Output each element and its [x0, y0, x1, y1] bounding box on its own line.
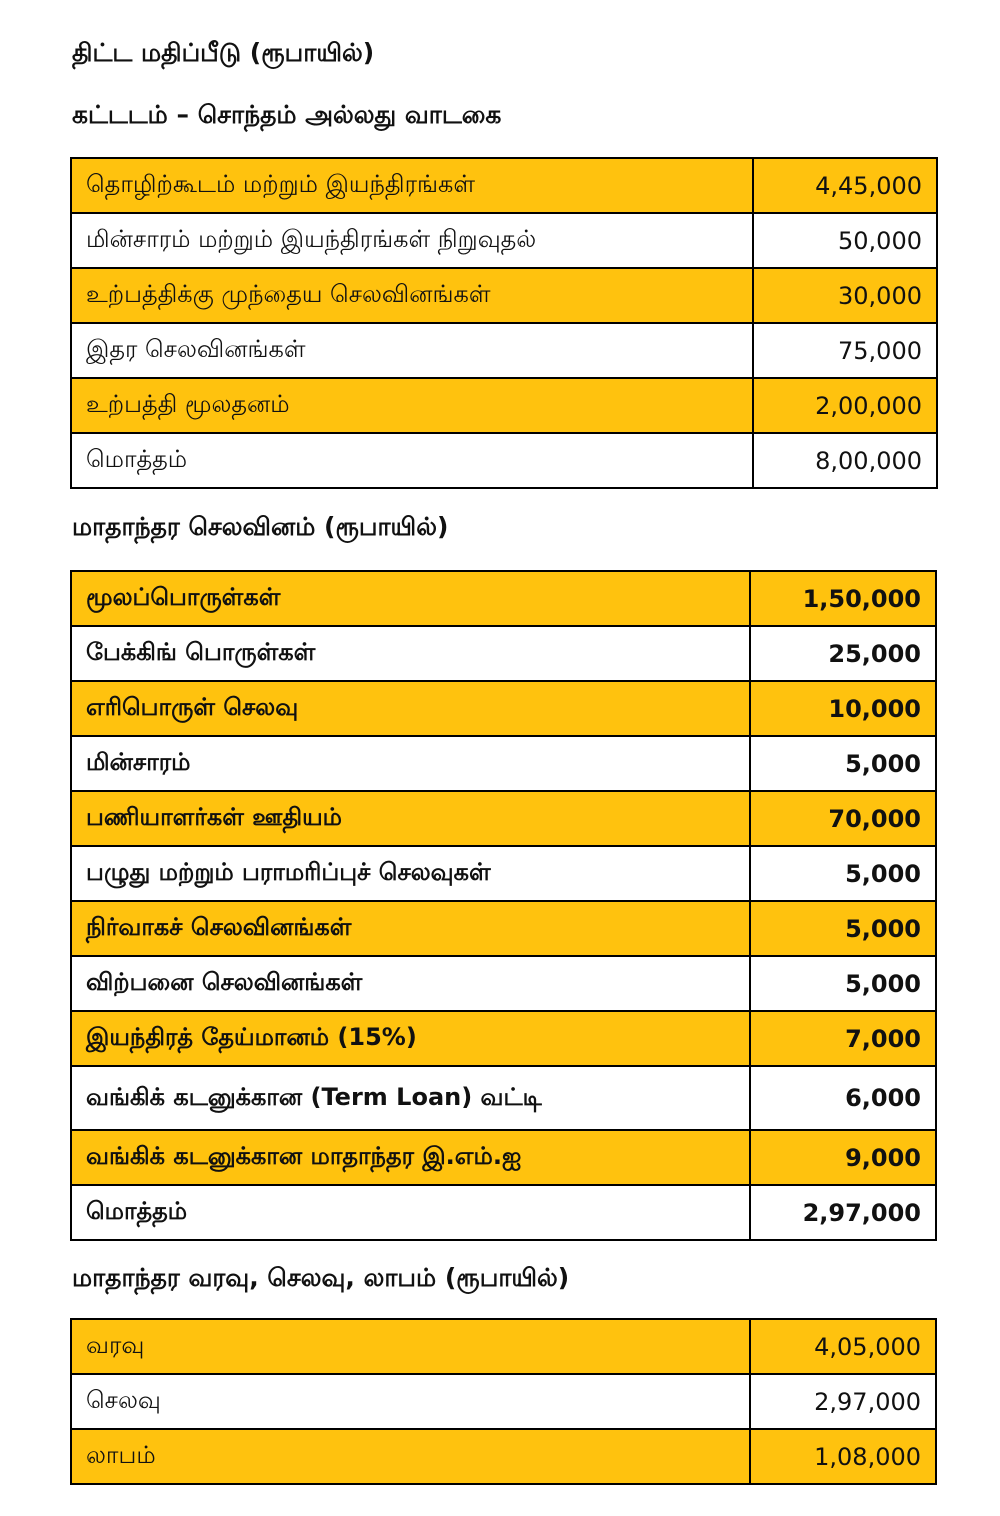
- item-label: தொழிற்கூடம் மற்றும் இயந்திரங்கள்: [71, 158, 753, 213]
- expense-label: மின்சாரம்: [71, 736, 750, 791]
- table-row: [71, 791, 936, 846]
- total-row: [71, 433, 937, 488]
- table-row: [71, 323, 937, 378]
- profit-label: லாபம்: [71, 1429, 750, 1484]
- expense-amount: 9,000: [750, 1130, 936, 1185]
- expense-amount: 5,000: [750, 736, 936, 791]
- item-label: உற்பத்திக்கு முந்தைய செலவினங்கள்: [71, 268, 753, 323]
- expense-amount: 5,000: [750, 901, 936, 956]
- total-amount: 8,00,000: [753, 433, 937, 488]
- table-row: [71, 268, 937, 323]
- item-amount: 50,000: [753, 213, 937, 268]
- expense-label: விற்பனை செலவினங்கள்: [71, 956, 750, 1011]
- table-row: [71, 1011, 936, 1066]
- building-subtitle: கட்டடம் – சொந்தம் அல்லது வாடகை: [72, 100, 502, 129]
- monthly-summary-title: மாதாந்தர வரவு, செலவு, லாபம் (ரூபாயில்): [72, 1263, 570, 1292]
- item-amount: 75,000: [753, 323, 937, 378]
- item-label: இதர செலவினங்கள்: [71, 323, 753, 378]
- expense-amount: 25,000: [750, 626, 936, 681]
- profit-amount: 1,08,000: [750, 1429, 936, 1484]
- monthly-expense-table: [70, 570, 937, 1241]
- expense-label: பழுது மற்றும் பராமரிப்புச் செலவுகள்: [71, 846, 750, 901]
- expense-amount: 1,50,000: [750, 571, 936, 626]
- total-amount: 2,97,000: [750, 1185, 936, 1240]
- total-label: மொத்தம்: [71, 1185, 750, 1240]
- table-row: [71, 956, 936, 1011]
- item-amount: 2,00,000: [753, 378, 937, 433]
- table-row: [71, 378, 937, 433]
- table-row: [71, 681, 936, 736]
- expense-amount: 10,000: [750, 681, 936, 736]
- table-row: [71, 1066, 936, 1130]
- expense-label: வங்கிக் கடனுக்கான மாதாந்தர இ.எம்.ஐ: [71, 1130, 750, 1185]
- expense-amount: 5,000: [750, 846, 936, 901]
- project-estimate-title: திட்ட மதிப்பீடு (ரூபாயில்): [72, 38, 375, 67]
- item-label: உற்பத்தி மூலதனம்: [71, 378, 753, 433]
- monthly-summary-table: [70, 1318, 937, 1485]
- table-row: [71, 571, 936, 626]
- table-row: [71, 846, 936, 901]
- expense-amount: 70,000: [750, 791, 936, 846]
- total-row: [71, 1185, 936, 1240]
- expense-label: இயந்திரத் தேய்மானம் (15%): [71, 1011, 750, 1066]
- item-label: மின்சாரம் மற்றும் இயந்திரங்கள் நிறுவுதல்: [71, 213, 753, 268]
- expense-label: பேக்கிங் பொருள்கள்: [71, 626, 750, 681]
- total-label: மொத்தம்: [71, 433, 753, 488]
- expense-amount: 5,000: [750, 956, 936, 1011]
- project-estimate-table: [70, 157, 938, 489]
- expense-amount: 7,000: [750, 1011, 936, 1066]
- table-row: [71, 901, 936, 956]
- expense-label: எரிபொருள் செலவு: [71, 681, 750, 736]
- table-row: [71, 1374, 936, 1429]
- expense-label: நிர்வாகச் செலவினங்கள்: [71, 901, 750, 956]
- income-label: வரவு: [71, 1319, 750, 1374]
- table-row: [71, 213, 937, 268]
- table-row: [71, 736, 936, 791]
- expense-label: பணியாளர்கள் ஊதியம்: [71, 791, 750, 846]
- income-amount: 4,05,000: [750, 1319, 936, 1374]
- table-row: [71, 1319, 936, 1374]
- table-row: [71, 626, 936, 681]
- expense-summary-amount: 2,97,000: [750, 1374, 936, 1429]
- expense-summary-label: செலவு: [71, 1374, 750, 1429]
- item-amount: 30,000: [753, 268, 937, 323]
- table-row: [71, 1429, 936, 1484]
- table-row: [71, 1130, 936, 1185]
- expense-label: மூலப்பொருள்கள்: [71, 571, 750, 626]
- item-amount: 4,45,000: [753, 158, 937, 213]
- monthly-expense-title: மாதாந்தர செலவினம் (ரூபாயில்): [72, 512, 449, 541]
- expense-label: வங்கிக் கடனுக்கான (Term Loan) வட்டி: [71, 1066, 750, 1130]
- expense-amount: 6,000: [750, 1066, 936, 1130]
- table-row: [71, 158, 937, 213]
